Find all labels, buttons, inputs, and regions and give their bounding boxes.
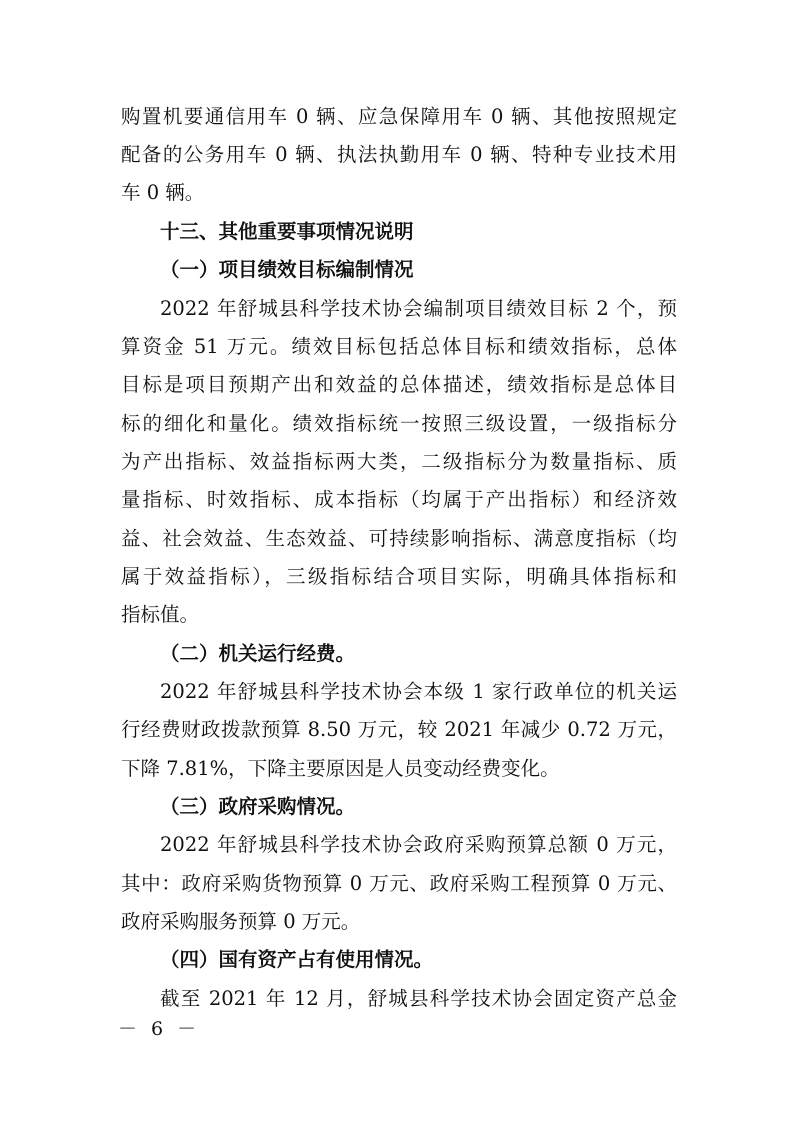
subsection-heading: （三）政府采购情况。 (160, 795, 356, 818)
page-number: － 6 － (118, 1018, 201, 1040)
body-text-line: 行经费财政拨款预算 8.50 万元，较 2021 年减少 0.72 万元， (121, 718, 677, 741)
body-text-line: 指标值。 (121, 603, 200, 626)
subsection-heading: （一）项目绩效目标编制情况 (160, 258, 414, 281)
body-text-line: 购置机要通信用车 0 辆、应急保障用车 0 辆、其他按照规定 (121, 105, 677, 128)
body-text-line: 为产出指标、效益指标两大类，二级指标分为数量指标、质 (121, 450, 677, 473)
body-text-line: 配备的公务用车 0 辆、执法执勤用车 0 辆、特种专业技术用 (121, 143, 677, 166)
body-text-line: 下降 7.81%，下降主要原因是人员变动经费变化。 (121, 757, 560, 780)
body-text-line: 2022 年舒城县科学技术协会编制项目绩效目标 2 个，预 (160, 297, 677, 320)
body-text-line: 截至 2021 年 12 月，舒城县科学技术协会固定资产总金 (160, 987, 677, 1010)
body-text-line: 2022 年舒城县科学技术协会本级 1 家行政单位的机关运 (160, 680, 677, 703)
body-text-line: 目标是项目预期产出和效益的总体描述，绩效指标是总体目 (121, 373, 677, 396)
body-text-line: 算资金 51 万元。绩效目标包括总体目标和绩效指标，总体 (121, 335, 677, 358)
body-text-line: 其中：政府采购货物预算 0 万元、政府采购工程预算 0 万元、 (121, 872, 677, 895)
body-text-line: 益、社会效益、生态效益、可持续影响指标、满意度指标（均 (121, 527, 677, 550)
subsection-heading: （四）国有资产占有使用情况。 (160, 948, 434, 971)
body-text-line: 量指标、时效指标、成本指标（均属于产出指标）和经济效 (121, 488, 677, 511)
body-text-line: 政府采购服务预算 0 万元。 (121, 910, 361, 933)
body-text-line: 属于效益指标），三级指标结合项目实际，明确具体指标和 (121, 565, 677, 588)
body-text-line: 车 0 辆。 (121, 181, 205, 204)
subsection-heading: （二）机关运行经费。 (160, 642, 356, 665)
section-heading: 十三、其他重要事项情况说明 (160, 220, 414, 243)
body-text-line: 2022 年舒城县科学技术协会政府采购预算总额 0 万元， (160, 833, 677, 856)
body-text-line: 标的细化和量化。绩效指标统一按照三级设置，一级指标分 (121, 412, 677, 435)
